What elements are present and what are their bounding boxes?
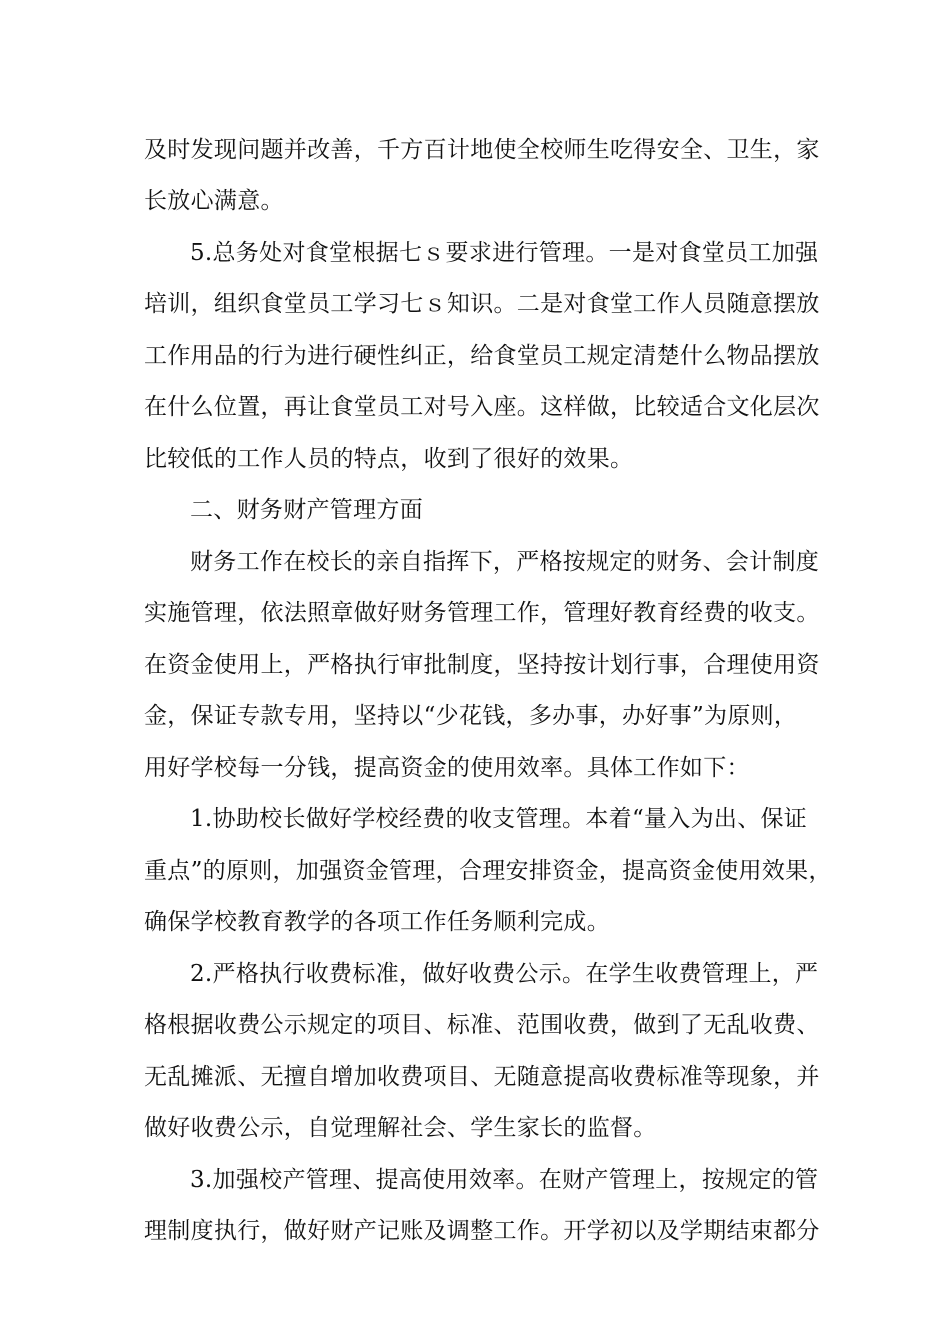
- text-line: 1.协助校长做好学校经费的收支管理。本着“量入为出、保证: [190, 806, 808, 832]
- text-line: 工作用品的行为进行硬性纠正，给食堂员工规定清楚什么物品摆放: [144, 343, 820, 369]
- text-line: 实施管理，依法照章做好财务管理工作，管理好教育经费的收支。: [144, 600, 820, 626]
- text-line: 无乱摊派、无擅自增加收费项目、无随意提高收费标准等现象，并: [144, 1064, 820, 1090]
- text-line: 确保学校教育教学的各项工作任务顺利完成。: [144, 909, 610, 935]
- text-line: 财务工作在校长的亲自指挥下，严格按规定的财务、会计制度: [190, 549, 820, 575]
- text-line: 用好学校每一分钱，提高资金的使用效率。具体工作如下：: [144, 755, 750, 781]
- text-line: 培训，组织食堂员工学习七ｓ知识。二是对食堂工作人员随意摆放: [144, 291, 820, 317]
- section-heading: 二、财务财产管理方面: [190, 497, 423, 523]
- text-line: 在什么位置，再让食堂员工对号入座。这样做，比较适合文化层次: [144, 394, 820, 420]
- text-line: 格根据收费公示规定的项目、标准、范围收费，做到了无乱收费、: [144, 1012, 820, 1038]
- text-line: 2.严格执行收费标准，做好收费公示。在学生收费管理上，严: [190, 961, 819, 987]
- text-line: 理制度执行，做好财产记账及调整工作。开学初以及学期结束都分: [144, 1218, 820, 1244]
- text-line: 重点”的原则，加强资金管理，合理安排资金，提高资金使用效果，: [144, 858, 832, 884]
- text-line: 在资金使用上，严格执行审批制度，坚持按计划行事，合理使用资: [144, 652, 820, 678]
- text-line: 金，保证专款专用，坚持以“少花钱，多办事，办好事”为原则，: [144, 703, 798, 729]
- text-line: 及时发现问题并改善，千方百计地使全校师生吃得安全、卫生，家: [144, 137, 820, 163]
- text-line: 比较低的工作人员的特点，收到了很好的效果。: [144, 446, 634, 472]
- text-line: 5.总务处对食堂根据七ｓ要求进行管理。一是对食堂员工加强: [190, 240, 819, 266]
- text-line: 长放心满意。: [144, 188, 284, 214]
- text-line: 做好收费公示，自觉理解社会、学生家长的监督。: [144, 1115, 657, 1141]
- text-line: 3.加强校产管理、提高使用效率。在财产管理上，按规定的管: [190, 1167, 819, 1193]
